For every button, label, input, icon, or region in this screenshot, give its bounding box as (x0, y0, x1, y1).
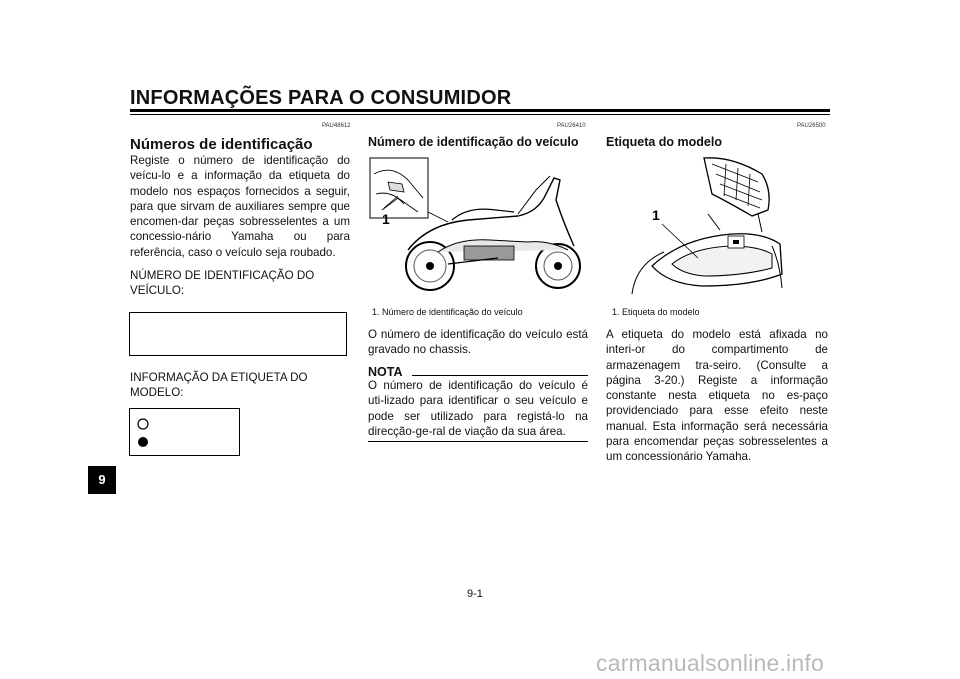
scooter-illustration (368, 154, 588, 294)
col2-heading: Número de identificação do veículo (368, 135, 579, 149)
col3-body (606, 327, 828, 465)
model-label-line1: INFORMAÇÃO DA ETIQUETA DO (130, 371, 308, 384)
vin-label-line2: VEÍCULO: (130, 284, 185, 298)
nota-header (368, 363, 588, 379)
col3-reference-code: PAU26500 (797, 123, 826, 129)
col3-callout: 1 (652, 207, 660, 223)
hollow-circle-icon (138, 419, 148, 429)
page-title: INFORMAÇÕES PARA O CONSUMIDOR (130, 87, 512, 109)
model-entry-box (129, 408, 240, 456)
col3-heading: Etiqueta do modelo (606, 135, 722, 149)
filled-circle-icon (138, 437, 148, 447)
col2-caption: 1. Número de identificação do veículo (372, 307, 523, 317)
model-label-line2: MODELO: (130, 386, 184, 400)
nota-title: NOTA (368, 365, 403, 379)
col1-paragraph: Registe o número de identificação do veícu-lo e a informação da etiqueta do modelo nos espaços fornecidos a seguir, para que sirvam de auxiliares sempre que encomen-dar peças sobresselentes a um concessio-nário Yamaha ou para referência, caso o veículo seja roubado. (130, 154, 350, 259)
nota-bottom-rule (368, 441, 588, 442)
vin-entry-box (129, 312, 347, 356)
col3-caption: 1. Etiqueta do modelo (612, 307, 700, 317)
nota-top-rule (412, 375, 588, 376)
nota-body (368, 378, 588, 439)
col1-heading: Números de identificação (130, 136, 313, 153)
model-label-symbols (134, 409, 154, 455)
col2-body (368, 327, 588, 358)
nota-text: O número de identificação do veículo é uti-lizado para identificar o seu veículo e pode ser utilizado para registá-lo na direcção-ge-ral de viação da sua área. (368, 379, 588, 438)
header-rule-thin (130, 114, 830, 115)
page-number: 9-1 (467, 588, 483, 600)
vin-label-line1: NÚMERO DE IDENTIFICAÇÃO DO (130, 269, 315, 282)
vin-label (130, 268, 350, 299)
col3-paragraph: A etiqueta do modelo está afixada no interi-or do compartimento de armazenagem tra-seiro. (Consulte a página 3-20.) Registe a informação constante nesta etiqueta no es-paço providenciado para esse efeito neste manual. Esta informação será necessária para encomendar peças sobresselentes a um concessionário Yamaha. (606, 328, 828, 464)
header-rule-thick (130, 109, 830, 112)
col1-body (130, 153, 350, 260)
col1-reference-code: PAU48612 (322, 123, 351, 129)
watermark: carmanualsonline.info (596, 650, 824, 676)
section-tab: 9 (88, 466, 116, 494)
col2-callout: 1 (382, 211, 390, 227)
storage-compartment-illustration (612, 154, 787, 296)
col2-paragraph: O número de identificação do veículo está gravado no chassis. (368, 328, 588, 357)
model-label (130, 370, 350, 401)
col2-reference-code: PAU26410 (557, 123, 586, 129)
